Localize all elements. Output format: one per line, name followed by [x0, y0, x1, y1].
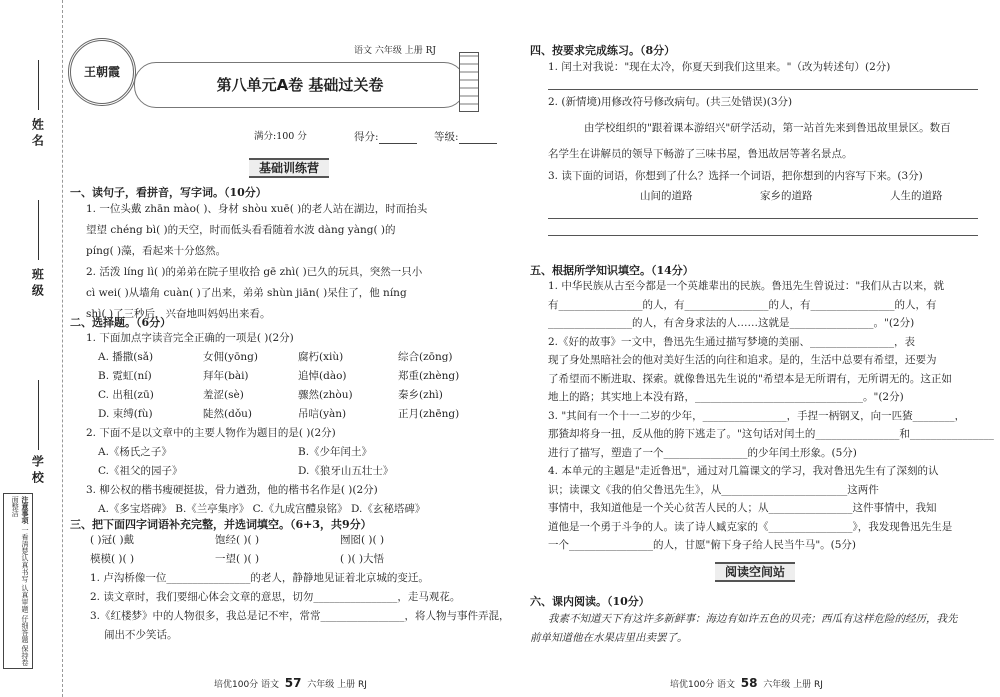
- question-6: [530, 595, 990, 648]
- word: 家乡的道路: [760, 190, 813, 203]
- option: 追悼(dào): [298, 370, 347, 383]
- name-line: [38, 60, 39, 110]
- option: A.《杨氏之子》: [98, 446, 172, 459]
- q1-line: 1. 一位头戴 zhān mào( )、身材 shòu xuē( )的老人站在湖边，时而抬头: [86, 203, 428, 216]
- q3-title: 三、把下面四字词语补充完整，并选词填空。（6+3，共9分）: [70, 518, 372, 531]
- school-line: [38, 380, 39, 450]
- q5-line: 道他是一个勇于斗争的人。读了诗人臧克家的《________________》，我发现鲁迅先生是: [548, 520, 953, 533]
- idiom: 囫囵( )( ): [340, 534, 385, 547]
- option: 郑重(zhèng): [398, 370, 460, 383]
- q2-sub3: 3. 柳公权的楷书瘦硬挺拔，骨力遒劲，他的楷书名作是( )(2分): [86, 484, 378, 497]
- q5-title: 五、根据所学知识填空。（14分）: [530, 264, 694, 277]
- q2-sub2: 2. 下面不是以文章中的主要人物作为题目的是( )(2分): [86, 427, 336, 440]
- q5-line: 了希望而不断进取、探索。就像鲁迅先生说的"希望本是无所谓有，无所谓无的。这正如: [548, 372, 952, 385]
- q2-title: 二、选择题。（6分）: [70, 316, 172, 329]
- q5-line: 那猹却将身一扭，反从他的胯下逃走了。"这句话对闰土的________________和________________: [548, 428, 994, 441]
- option: C.《祖父的园子》: [98, 465, 183, 478]
- q5-line: 地上的路；其实地上本没有路，________________________________。"(2分): [548, 391, 904, 404]
- q5-line: 进行了描写，塑造了一个________________的少年闰土形象。(5分): [548, 446, 857, 459]
- q4-sub1: 1. 闰土对我说："现在太冷，你夏天到我们这里来。"（改为转述句）(2分): [548, 61, 891, 74]
- q2-options: [86, 348, 510, 424]
- answer-line: [548, 235, 978, 236]
- option: 秦乡(zhì): [398, 389, 443, 402]
- q5-line: 事情中，我知道他是一个关心贫苦人民的人；从________________这件事情中，我知: [548, 502, 937, 515]
- q5-line: 识；读课文《我的伯父鲁迅先生》，从________________________这两件: [548, 483, 879, 496]
- subject-info: 语文 六年级 上册 RJ: [354, 46, 436, 56]
- word: 山间的道路: [640, 190, 693, 203]
- q2-sub1: 1. 下面加点字读音完全正确的一项是( )(2分): [86, 332, 294, 345]
- q6-passage: 我素不知道天下有这许多新鲜事：海边有如许五色的贝壳；西瓜有这样危险的经历，我先: [548, 613, 958, 626]
- question-3: [70, 518, 510, 645]
- q5-line: 1. 中华民族从古至今都是一个英雄辈出的民族。鲁迅先生曾说过："我们从古以来，就: [548, 280, 945, 293]
- q2-sub3-options: A.《多宝塔碑》 B.《兰亭集序》 C.《九成宫醴泉铭》 D.《玄秘塔碑》: [98, 503, 426, 516]
- question-2: [70, 316, 510, 519]
- idiom: ( )( )大悟: [340, 553, 385, 566]
- option: D. 束缚(fù): [98, 408, 153, 421]
- question-1: [70, 186, 510, 325]
- notice-title: 注意事项: [21, 496, 30, 524]
- option: 陡然(dǒu): [203, 408, 252, 421]
- q4-title: 四、按要求完成练习。（8分）: [530, 44, 676, 57]
- right-page: [520, 0, 994, 697]
- q2-sub2-options: [86, 443, 510, 481]
- q3-sentence: 1. 卢沟桥像一位________________的老人，静静地见证着北京城的变迁。: [90, 572, 429, 585]
- question-4: [530, 44, 990, 236]
- option: 正月(zhēng): [398, 408, 460, 421]
- q5-line: 2.《好的故事》一文中，鲁迅先生通过描写梦境的美丽、________________，表: [548, 335, 916, 348]
- q1-line: píng( )藻，看起来十分悠然。: [86, 245, 227, 258]
- section-banner-reading: 阅读空间站: [680, 561, 830, 583]
- lighthouse-icon: [459, 52, 479, 112]
- option: 腐朽(xiù): [298, 351, 344, 364]
- q3-row2: [90, 550, 510, 569]
- name-label: 姓 名: [30, 118, 45, 147]
- option: 吊唁(yàn): [298, 408, 347, 421]
- q4-passage: 名学生在讲解员的领导下畅游了三味书屋，鲁迅故居等著名景点。: [548, 148, 853, 161]
- q3-row1: [90, 531, 510, 550]
- page-number: 58: [740, 676, 758, 690]
- question-5: [530, 264, 994, 555]
- q1-line: 2. 活泼 líng lì( )的弟弟在院子里收拾 gē zhì( )已久的玩具，突然一只小: [86, 266, 423, 279]
- word: 人生的道路: [890, 190, 943, 203]
- q1-line: cì wei( )从墙角 cuàn( )了出来，弟弟 shùn jiān( )呆住了，他 níng: [86, 287, 407, 300]
- option: 综合(zōng): [398, 351, 453, 364]
- grade-field: 等级:: [434, 131, 497, 144]
- q5-line: 3. "其间有一个十一二岁的少年，________________，手捏一柄钢叉，向一匹猹________，: [548, 409, 966, 422]
- notice-text: 一看清楚认真书写 认真审题 仔细答题 保持卷面整洁: [11, 496, 29, 666]
- class-label: 班 级: [30, 268, 45, 297]
- q4-words: [548, 186, 990, 206]
- q4-sub2: 2. (新情境)用修改符号修改病句。(共三处错误)(3分): [548, 96, 793, 109]
- page-footer-left: 培优100分 语文 57 六年级 上册 RJ: [214, 676, 367, 690]
- q5-line: 4. 本单元的主题是"走近鲁迅"，通过对几篇课文的学习，我对鲁迅先生有了深刻的认: [548, 465, 939, 478]
- q5-line: 一个________________的人，甘愿"俯下身子给人民当牛马"。(5分): [548, 539, 857, 552]
- idiom: 饱经( )( ): [215, 534, 260, 547]
- idiom: ( )冠( )戴: [90, 534, 135, 547]
- q6-title: 六、课内阅读。（10分）: [530, 595, 650, 608]
- score-field: 得分:: [354, 131, 417, 144]
- q6-passage: 前单知道他在水果店里出卖罢了。: [530, 632, 688, 645]
- q5-line: 有________________的人，有________________的人，有________________的人，有: [548, 298, 937, 311]
- option: 羞涩(sè): [203, 389, 244, 402]
- class-line: [38, 200, 39, 260]
- answer-line: [548, 89, 978, 90]
- answer-line: [548, 218, 978, 219]
- left-page: [64, 0, 512, 697]
- q3-sentence: 2. 读文章时，我们要细心体会文章的意思，切勿________________，走马观花。: [90, 591, 461, 604]
- q4-passage: 由学校组织的"跟着课本游绍兴"研学活动，第一站首先来到鲁迅故里景区。数百: [584, 122, 951, 135]
- option: 骤然(zhòu): [298, 389, 353, 402]
- q3-sentence: 3.《红楼梦》中的人物很多，我总是记不牢，常常________________，将人物与事件弄混，: [90, 610, 510, 623]
- page-footer-right: 培优100分 语文 58 六年级 上册 RJ: [670, 676, 823, 690]
- brand-logo: 王朝霞: [68, 38, 136, 106]
- notice-box: [3, 493, 33, 669]
- option: A. 播撒(sǎ): [98, 351, 154, 364]
- binding-sidebar: [0, 0, 63, 697]
- q5-line: ________________的人，有舍身求法的人……这就是________________。"(2分): [548, 317, 915, 330]
- q4-sub3: 3. 读下面的词语，你想到了什么？选择一个词语，把你想到的内容写下来。(3分): [548, 170, 923, 183]
- option: B.《少年闰土》: [298, 446, 373, 459]
- q5-line: 现了身处黑暗社会的他对美好生活的向往和追求。是的，生活中总要有希望，还要为: [548, 354, 937, 367]
- score-full: 满分:100 分: [254, 131, 307, 142]
- section-banner-basic: 基础训练营: [214, 157, 364, 179]
- q1-line: 望望 chéng bì( )的天空，时而低头看看随着水波 dàng yàng( )的: [86, 224, 396, 237]
- option: B. 霓虹(ní): [98, 370, 152, 383]
- option: C. 出租(zū): [98, 389, 154, 402]
- q1-title: 一、读句子，看拼音，写字词。（10分）: [70, 186, 267, 199]
- school-label: 学 校: [30, 455, 45, 484]
- idiom: 一望( )( ): [215, 553, 260, 566]
- idiom: 模模( )( ): [90, 553, 135, 566]
- page-title: 第八单元A卷 基础过关卷: [134, 62, 466, 108]
- option: 拜年(bài): [203, 370, 249, 383]
- option: 女佣(yōng): [203, 351, 258, 364]
- option: D.《狼牙山五壮士》: [298, 465, 394, 478]
- q1-line: shì( )了三秒后，兴奋地叫妈妈出来看。: [86, 308, 271, 321]
- q3-sentence: 闹出不少笑话。: [104, 629, 178, 642]
- page-number: 57: [284, 676, 302, 690]
